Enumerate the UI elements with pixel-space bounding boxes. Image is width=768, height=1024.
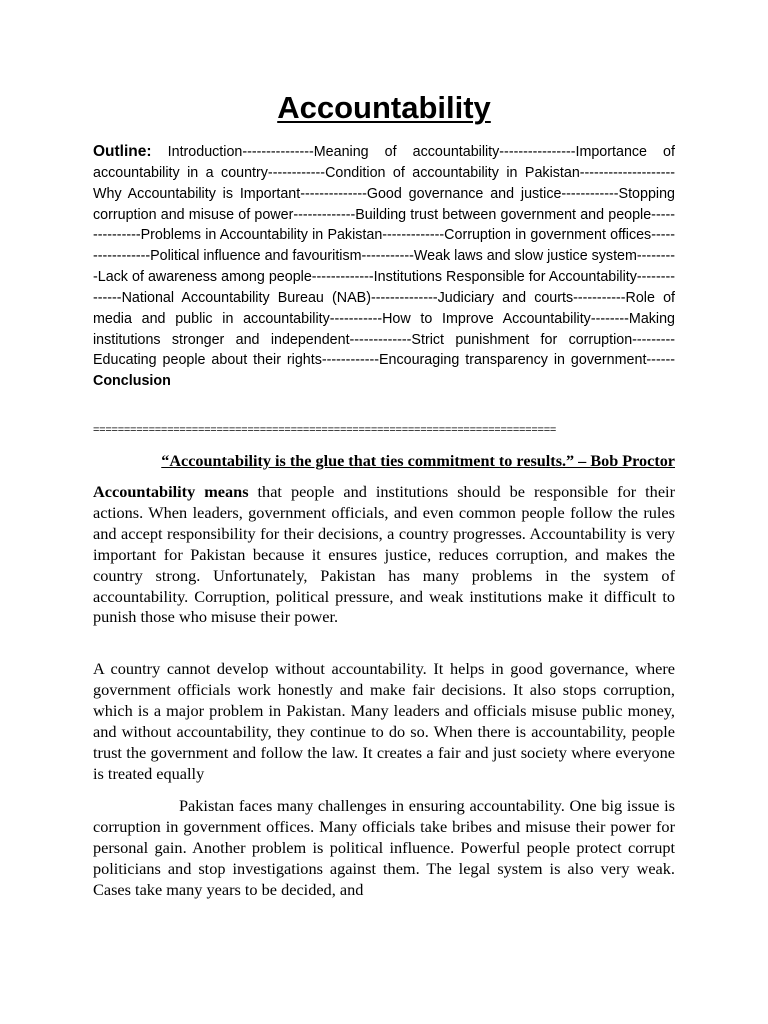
document-title: Accountability — [277, 90, 491, 125]
separator-line: =========================================================================== — [93, 424, 557, 436]
quote: “Accountability is the glue that ties commitment to results.” – Bob Proctor — [161, 452, 675, 470]
paragraph-1-text: that people and institutions should be responsible for their actions. When leaders, government officials, and even common people follow the rules and accept responsibility for their decisions, a country progresses. Accountability is very important for Pakistan because it ensures justice, reduces corruption, and makes the country strong. Unfortunately, Pakistan has many problems in the system of accountability. Corruption, political pressure, and weak institutions make it difficult to punish those who misuse their power. — [93, 482, 675, 627]
outline-conclusion: Conclusion — [93, 373, 171, 390]
outline-label: Outline: — [93, 143, 152, 160]
outline-block — [93, 142, 675, 392]
paragraph-1 — [93, 482, 675, 628]
paragraph-3: Pakistan faces many challenges in ensuring accountability. One big issue is corruption in government offices. Many officials take bribes and misuse their power for personal gain. Another problem is political influence. Powerful people protect corrupt politicians and stop investigations against them. The legal system is also very weak. Cases take many years to be decided, and — [93, 796, 675, 899]
outline-text: Introduction---------------Meaning of accountability----------------Importance of accountability in a country------------Condition of accountability in Pakistan--------------------Why Accountability is Important--------------Good governance and justice------------Stopping corruption and misuse of power-------------Building trust between government and people---------------Problems in Accountability in Pakistan-------------Corruption in government offices-----------------Political influence and favouritism-----------Weak laws and slow justice system---------Lack of awareness among people-------------Institutions Responsible for Accountability--------------National Accountability Bureau (NAB)--------------Judiciary and courts-----------Role of media and public in accountability-----------How to Improve Accountability--------Making institutions stronger and independent-------------Strict punishment for corruption---------Educating people about their rights------------Encouraging transparency in government------ — [93, 144, 675, 369]
paragraph-2: A country cannot develop without accountability. It helps in good governance, where government officials work honestly and make fair decisions. It also stops corruption, which is a major problem in Pakistan. Many leaders and officials misuse public money, and without accountability, they continue to do so. When there is accountability, people trust the government and follow the law. It creates a fair and just society where everyone is treated equally — [93, 659, 675, 783]
paragraph-1-lead: Accountability means — [93, 482, 249, 501]
